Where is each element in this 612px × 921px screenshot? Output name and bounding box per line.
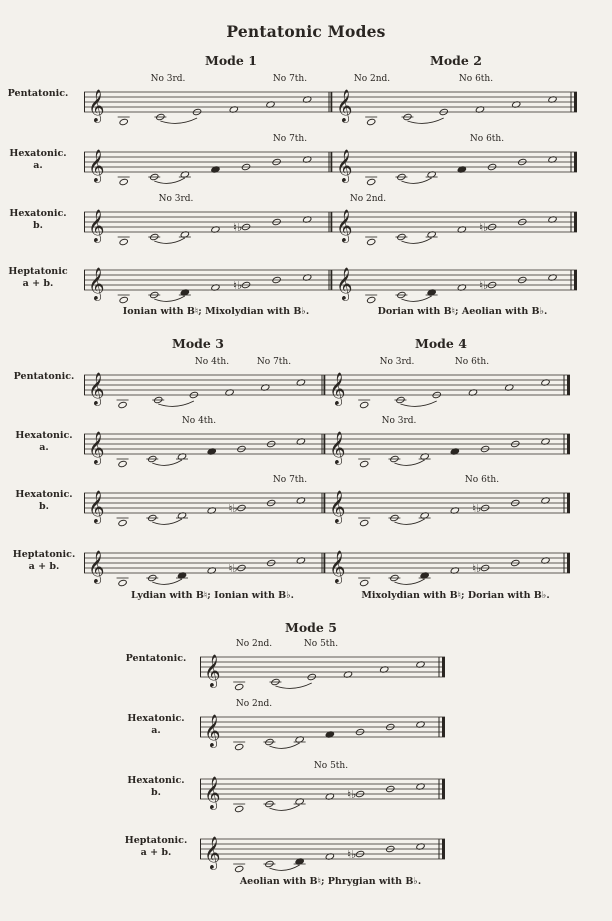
- music-staff: [84, 146, 332, 186]
- natural-flat-icon: ♮♭: [233, 279, 243, 292]
- row-label-line: a + b.: [140, 847, 172, 858]
- note-head: [367, 118, 376, 126]
- row-label: [6, 549, 82, 573]
- treble-clef-icon: 𝄞: [88, 372, 105, 405]
- note-head: [118, 579, 127, 587]
- row-label: [118, 835, 194, 859]
- note-head: [119, 296, 128, 304]
- treble-clef-icon: 𝄞: [336, 209, 353, 242]
- row-label-line: Pentatonic.: [125, 653, 187, 664]
- music-staff: [200, 711, 445, 751]
- mode-caption: Aeolian with B♮; Phrygian with B♭.: [239, 876, 422, 887]
- treble-clef-icon: 𝄞: [336, 89, 353, 122]
- treble-clef-icon: 𝄞: [88, 89, 105, 122]
- note-head: [235, 683, 244, 691]
- treble-clef-icon: 𝄞: [204, 654, 221, 687]
- treble-clef-icon: 𝄞: [88, 550, 105, 583]
- interval-annotation: No 6th.: [464, 475, 500, 485]
- treble-clef-icon: 𝄞: [88, 490, 105, 523]
- tie: [407, 118, 443, 123]
- final-barline: [567, 493, 570, 513]
- tie: [160, 118, 197, 123]
- treble-clef-icon: 𝄞: [204, 776, 221, 809]
- note-head: [360, 460, 369, 468]
- row-label-line: Pentatonic.: [7, 88, 69, 99]
- final-barline: [442, 717, 445, 737]
- mode-title: Mode 3: [172, 336, 224, 351]
- natural-flat-icon: ♮♭: [233, 221, 243, 234]
- tie: [401, 238, 431, 243]
- mode-title: Mode 4: [415, 336, 467, 351]
- music-staff: [332, 86, 577, 126]
- natural-flat-icon: ♮♭: [228, 502, 238, 515]
- treble-clef-icon: 𝄞: [336, 149, 353, 182]
- music-staff: [332, 146, 577, 186]
- music-staff: [325, 547, 570, 587]
- treble-clef-icon: 𝄞: [88, 209, 105, 242]
- note-head: [367, 238, 376, 246]
- interval-annotation: No 3rd.: [150, 74, 186, 84]
- row-label-line: b.: [39, 501, 49, 512]
- natural-flat-icon: ♮♭: [479, 279, 489, 292]
- treble-clef-icon: 𝄞: [88, 149, 105, 182]
- natural-flat-icon: ♮♭: [472, 502, 482, 515]
- row-label: [118, 653, 194, 665]
- treble-clef-icon: 𝄞: [336, 267, 353, 300]
- note-head: [367, 178, 376, 186]
- note-head: [118, 460, 127, 468]
- row-label-line: b.: [151, 787, 161, 798]
- music-staff: [200, 833, 445, 873]
- interval-annotation: No 3rd.: [379, 357, 415, 367]
- final-barline: [574, 212, 577, 232]
- row-label-line: Hexatonic.: [9, 208, 67, 219]
- mode-caption: Ionian with B♮; Mixolydian with B♭.: [122, 306, 310, 317]
- row-label-line: Hexatonic.: [15, 489, 73, 500]
- music-staff: [200, 773, 445, 813]
- interval-annotation: No 2nd.: [353, 74, 391, 84]
- treble-clef-icon: 𝄞: [329, 431, 346, 464]
- natural-flat-icon: ♮♭: [479, 221, 489, 234]
- note-head: [119, 238, 128, 246]
- final-barline: [442, 657, 445, 677]
- note-head: [118, 401, 127, 409]
- music-staff: [84, 264, 332, 304]
- interval-annotation: No 7th.: [272, 134, 308, 144]
- final-barline: [574, 92, 577, 112]
- music-staff: [325, 428, 570, 468]
- tie: [152, 519, 182, 524]
- interval-annotation: No 2nd.: [235, 639, 273, 649]
- music-staff: [84, 86, 332, 126]
- mode-caption: Lydian with B♮; Ionian with B♭.: [131, 590, 294, 601]
- natural-flat-icon: ♮♭: [347, 788, 357, 801]
- music-staff: [84, 547, 325, 587]
- interval-annotation: No 5th.: [303, 639, 339, 649]
- final-barline: [567, 375, 570, 395]
- tie: [269, 743, 299, 748]
- row-label-line: a + b.: [22, 278, 54, 289]
- tie: [394, 519, 424, 524]
- interval-annotation: No 3rd.: [158, 194, 194, 204]
- interval-annotation: No 2nd.: [349, 194, 387, 204]
- music-staff: [332, 206, 577, 246]
- tie: [401, 296, 431, 301]
- final-barline: [574, 270, 577, 290]
- music-staff: [84, 206, 332, 246]
- tie: [275, 683, 311, 688]
- note-head: [119, 178, 128, 186]
- row-label-line: a.: [33, 160, 43, 171]
- music-staff: [332, 264, 577, 304]
- interval-annotation: No 6th.: [458, 74, 494, 84]
- interval-annotation: No 6th.: [469, 134, 505, 144]
- note-head: [367, 296, 376, 304]
- natural-flat-icon: ♮♭: [347, 848, 357, 861]
- treble-clef-icon: 𝄞: [88, 267, 105, 300]
- row-label: [0, 266, 76, 290]
- music-staff: [325, 369, 570, 409]
- note-head: [119, 118, 128, 126]
- row-label-line: a.: [151, 725, 161, 736]
- note-head: [235, 865, 244, 873]
- mode-title: Mode 2: [430, 53, 482, 68]
- row-label: [118, 775, 194, 799]
- tie: [154, 238, 185, 243]
- mode-title: Mode 5: [285, 620, 337, 635]
- mode-title: Mode 1: [205, 53, 257, 68]
- row-label: [0, 88, 76, 100]
- final-barline: [442, 779, 445, 799]
- page-title: Pentatonic Modes: [226, 22, 386, 41]
- final-barline: [567, 553, 570, 573]
- note-head: [235, 743, 244, 751]
- treble-clef-icon: 𝄞: [329, 490, 346, 523]
- interval-annotation: No 4th.: [194, 357, 230, 367]
- interval-annotation: No 7th.: [256, 357, 292, 367]
- tie: [400, 401, 436, 406]
- treble-clef-icon: 𝄞: [204, 836, 221, 869]
- treble-clef-icon: 𝄞: [329, 550, 346, 583]
- note-head: [235, 805, 244, 813]
- row-label-line: Hexatonic.: [127, 775, 185, 786]
- music-staff: [84, 428, 325, 468]
- interval-annotation: No 7th.: [272, 475, 308, 485]
- tie: [269, 805, 299, 810]
- row-label-line: Hexatonic.: [127, 713, 185, 724]
- row-label-line: Heptatonic.: [12, 549, 76, 560]
- tie: [152, 579, 182, 584]
- treble-clef-icon: 𝄞: [88, 431, 105, 464]
- mode-caption: Dorian with B♮; Aeolian with B♭.: [377, 306, 548, 317]
- tie: [401, 178, 431, 183]
- row-label: [6, 371, 82, 383]
- interval-annotation: No 2nd.: [235, 699, 273, 709]
- row-label-line: Heptatonic: [8, 266, 68, 277]
- note-head: [118, 519, 127, 527]
- row-label-line: Hexatonic.: [9, 148, 67, 159]
- final-barline: [567, 434, 570, 454]
- tie: [154, 296, 185, 301]
- final-barline: [574, 152, 577, 172]
- tie: [394, 460, 424, 465]
- tie: [394, 579, 424, 584]
- note-head: [360, 579, 369, 587]
- tie: [158, 401, 194, 406]
- interval-annotation: No 4th.: [181, 416, 217, 426]
- note-head: [360, 401, 369, 409]
- row-label-line: b.: [33, 220, 43, 231]
- row-label: [0, 148, 76, 172]
- natural-flat-icon: ♮♭: [472, 562, 482, 575]
- music-staff: [84, 369, 325, 409]
- row-label: [0, 208, 76, 232]
- treble-clef-icon: 𝄞: [329, 372, 346, 405]
- music-staff: [325, 487, 570, 527]
- row-label: [118, 713, 194, 737]
- row-label: [6, 489, 82, 513]
- row-label-line: Pentatonic.: [13, 371, 75, 382]
- tie: [152, 460, 182, 465]
- final-barline: [442, 839, 445, 859]
- tie: [154, 178, 185, 183]
- row-label-line: Heptatonic.: [124, 835, 188, 846]
- row-label-line: Hexatonic.: [15, 430, 73, 441]
- music-staff: [200, 651, 445, 691]
- tie: [269, 865, 299, 870]
- row-label-line: a.: [39, 442, 49, 453]
- music-staff: [84, 487, 325, 527]
- treble-clef-icon: 𝄞: [204, 714, 221, 747]
- interval-annotation: No 5th.: [313, 761, 349, 771]
- interval-annotation: No 7th.: [272, 74, 308, 84]
- interval-annotation: No 3rd.: [381, 416, 417, 426]
- natural-flat-icon: ♮♭: [228, 562, 238, 575]
- row-label: [6, 430, 82, 454]
- row-label-line: a + b.: [28, 561, 60, 572]
- mode-caption: Mixolydian with B♮; Dorian with B♭.: [361, 590, 550, 601]
- note-head: [360, 519, 369, 527]
- interval-annotation: No 6th.: [454, 357, 490, 367]
